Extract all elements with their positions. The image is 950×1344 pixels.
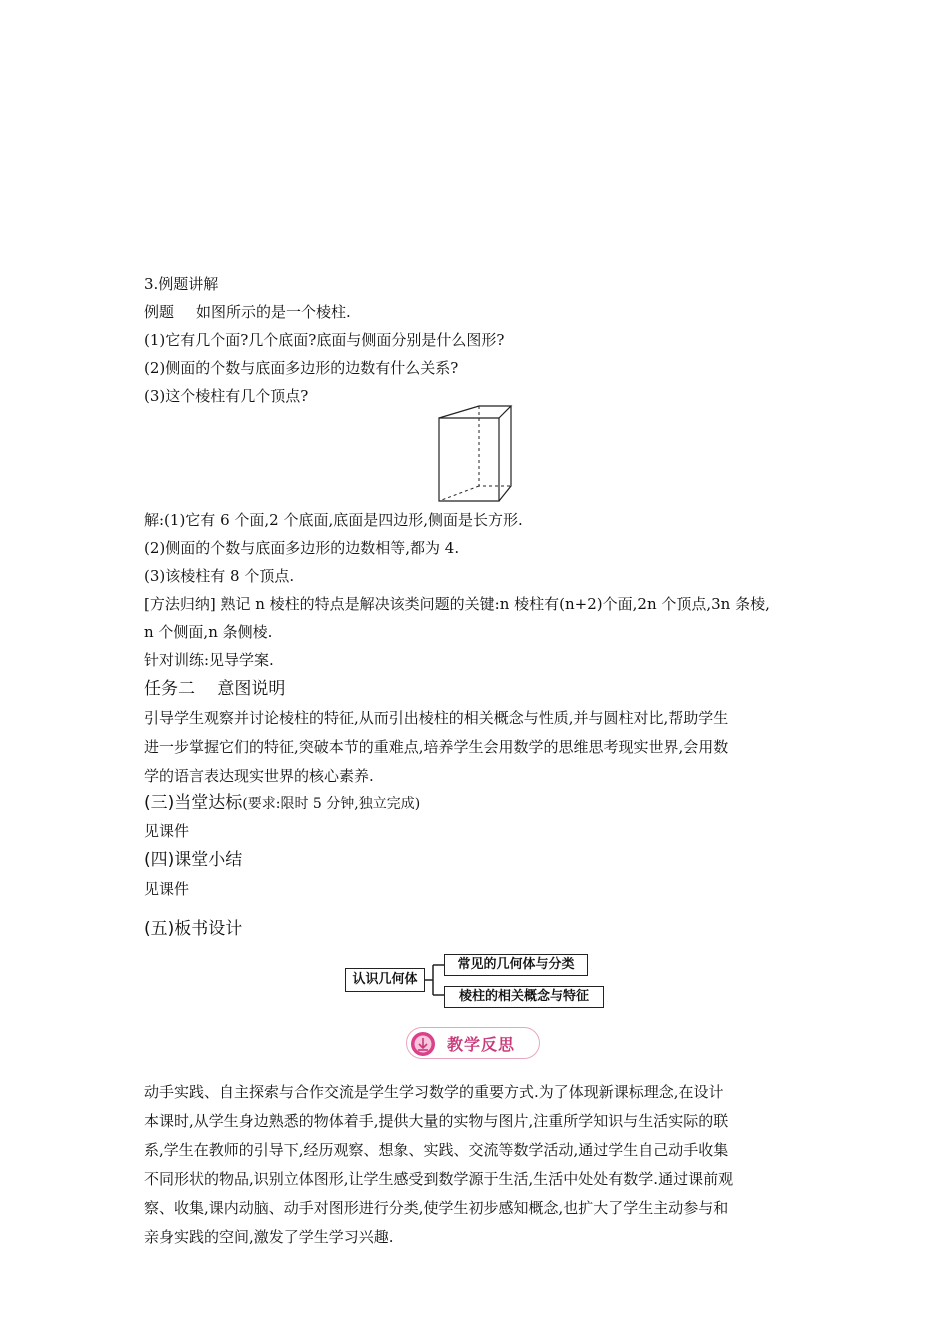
prism-front-face <box>439 418 499 501</box>
prism-figure <box>430 400 526 508</box>
reflection-line-4: 不同形状的物品,识别立体图形,让学生感受到数学源于生活,生活中处处有数学.通过课前观 <box>144 1170 734 1188</box>
section4-heading: (四)课堂小结 <box>144 850 243 870</box>
reflection-line-2: 本课时,从学生身边熟悉的物体着手,提供大量的实物与图片,注重所学知识与生活实际的联 <box>144 1112 729 1130</box>
prism-right-edge <box>499 406 511 501</box>
practice-note: 针对训练:见导学案. <box>144 651 274 669</box>
diagram-connectors <box>425 955 445 1005</box>
answer-1: 解:(1)它有 6 个面,2 个底面,底面是四边形,侧面是长方形. <box>144 511 523 529</box>
diagram-root-box <box>345 968 425 992</box>
task2-paragraph <box>144 704 816 791</box>
reflection-badge-label: 教学反思 <box>447 1035 516 1054</box>
reflection-badge-icon <box>410 1031 436 1057</box>
example-label: 例题 <box>144 303 175 321</box>
diagram-root-label: 认识几何体 <box>352 972 418 987</box>
section3-note: (要求:限时 5 分钟,独立完成) <box>242 796 421 812</box>
task2-line-2: 进一步掌握它们的特征,突破本节的重难点,培养学生会用数学的思维思考现实世界,会用数 <box>144 738 729 756</box>
section3-heading: (三)当堂达标 <box>144 793 243 813</box>
reflection-line-1: 动手实践、自主探索与合作交流是学生学习数学的重要方式.为了体现新课标理念,在设计 <box>144 1083 724 1101</box>
reflection-badge <box>406 1027 540 1059</box>
task2-heading: 任务二 意图说明 <box>144 679 286 699</box>
section5-heading: (五)板书设计 <box>144 919 243 939</box>
reflection-line-5: 察、收集,课内动脑、动手对图形进行分类,使学生初步感知概念,也扩大了学生主动参与和 <box>144 1199 729 1217</box>
prism-top-face <box>439 406 511 418</box>
section3-heading-line <box>144 792 420 814</box>
diagram-branch-2-label: 棱柱的相关概念与特征 <box>458 989 589 1004</box>
reflection-line-6: 亲身实践的空间,激发了学生学习兴趣. <box>144 1228 394 1246</box>
question-3: (3)这个棱柱有几个顶点? <box>144 387 309 405</box>
example-intro: 如图所示的是一个棱柱. <box>196 303 351 321</box>
reflection-line-3: 系,学生在教师的引导下,经历观察、想象、实践、交流等数学活动,通过学生自己动手收集 <box>144 1141 729 1159</box>
diagram-branch-1-box <box>444 954 588 976</box>
section4-body: 见课件 <box>144 880 190 898</box>
answer-3: (3)该棱柱有 8 个顶点. <box>144 567 295 585</box>
answer-2: (2)侧面的个数与底面多边形的边数相等,都为 4. <box>144 539 460 557</box>
question-1: (1)它有几个面?几个底面?底面与侧面分别是什么图形? <box>144 331 505 349</box>
example-intro-line <box>144 302 351 322</box>
reflection-paragraph <box>144 1078 816 1252</box>
diagram-branch-1-label: 常见的几何体与分类 <box>457 957 575 972</box>
prism-hidden-edges <box>439 406 511 501</box>
task2-line-3: 学的语言表达现实世界的核心素养. <box>144 767 374 785</box>
method-summary-line-1: [方法归纳] 熟记 n 棱柱的特点是解决该类问题的关键:n 棱柱有(n+2)个面,2n 个顶点,3n 条棱, <box>144 595 770 613</box>
diagram-branch-2-box <box>444 986 604 1008</box>
method-summary-line-2: n 个侧面,n 条侧棱. <box>144 623 273 641</box>
task2-line-1: 引导学生观察并讨论棱柱的特征,从而引出棱柱的相关概念与性质,并与圆柱对比,帮助学生 <box>144 709 729 727</box>
section3-body: 见课件 <box>144 822 190 840</box>
question-2: (2)侧面的个数与底面多边形的边数有什么关系? <box>144 359 459 377</box>
example-heading: 3.例题讲解 <box>144 275 219 293</box>
